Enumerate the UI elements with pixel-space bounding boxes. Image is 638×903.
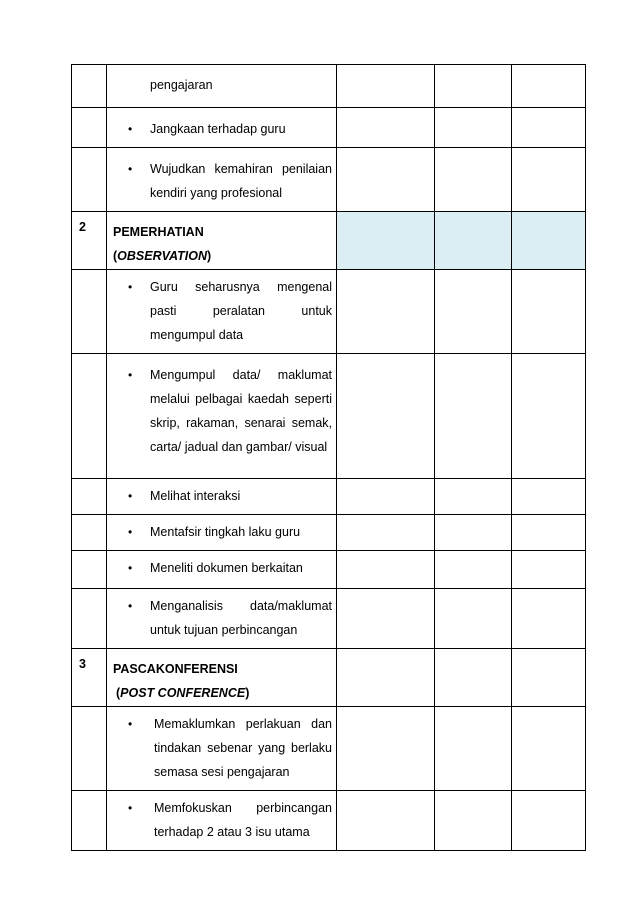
item-text: Guru seharusnya mengenal pasti peralatan untuk mengumpul data — [150, 280, 332, 342]
table-row — [72, 65, 586, 108]
checklist-table — [71, 64, 586, 851]
item-text: Jangkaan terhadap guru — [150, 122, 286, 136]
blank-cell — [512, 270, 586, 354]
highlighted-cell — [337, 212, 435, 270]
section-heading — [107, 649, 336, 705]
blank-cell — [512, 791, 586, 851]
blank-cell — [512, 65, 586, 108]
bullet-icon: • — [128, 801, 133, 815]
bullet-icon: • — [128, 368, 133, 382]
list-item — [128, 275, 332, 347]
blank-cell — [435, 707, 512, 791]
blank-cell — [512, 354, 586, 479]
list-item — [128, 556, 332, 580]
item-cell — [107, 354, 337, 479]
list-item — [128, 520, 332, 544]
table-row — [72, 479, 586, 515]
item-text: Melihat interaksi — [150, 489, 241, 503]
section-number: 3 — [79, 657, 86, 671]
bullet-icon: • — [128, 599, 133, 613]
blank-cell — [337, 791, 435, 851]
section-number: 2 — [79, 220, 86, 234]
bullet-icon: • — [128, 162, 133, 176]
number-cell — [72, 791, 107, 851]
item-cell — [107, 589, 337, 649]
list-item — [128, 73, 332, 97]
blank-cell — [337, 148, 435, 212]
number-cell — [72, 649, 107, 707]
section-title-cell — [107, 212, 337, 270]
blank-cell — [512, 649, 586, 707]
blank-cell — [512, 108, 586, 148]
section-title: PEMERHATIAN — [113, 225, 204, 239]
blank-cell — [337, 354, 435, 479]
list-item — [128, 157, 332, 205]
item-cell — [107, 108, 337, 148]
blank-cell — [435, 649, 512, 707]
item-text: Menganalisis data/maklumat untuk tujuan perbincangan — [150, 599, 332, 637]
blank-cell — [435, 791, 512, 851]
blank-cell — [337, 551, 435, 589]
list-item — [128, 594, 332, 642]
table-row — [72, 551, 586, 589]
highlighted-cell — [435, 212, 512, 270]
section-heading — [107, 212, 336, 268]
number-cell — [72, 707, 107, 791]
blank-cell — [435, 108, 512, 148]
blank-cell — [337, 649, 435, 707]
table-row — [72, 791, 586, 851]
item-cell — [107, 479, 337, 515]
item-cell — [107, 270, 337, 354]
blank-cell — [512, 589, 586, 649]
blank-cell — [435, 65, 512, 108]
highlighted-cell — [512, 212, 586, 270]
blank-cell — [435, 270, 512, 354]
bullet-icon: • — [128, 717, 133, 731]
blank-cell — [435, 148, 512, 212]
paren-close: ) — [207, 249, 212, 263]
number-cell — [72, 551, 107, 589]
item-text: Meneliti dokumen berkaitan — [150, 561, 303, 575]
list-item — [128, 712, 332, 784]
item-cell — [107, 65, 337, 108]
blank-cell — [337, 65, 435, 108]
blank-cell — [435, 589, 512, 649]
list-item — [128, 796, 332, 844]
number-cell — [72, 589, 107, 649]
item-text: Mengumpul data/ maklumat melalui pelbagai kaedah seperti skrip, rakaman, senarai semak, carta/ jadual dan gambar/ visual — [150, 368, 332, 454]
item-cell — [107, 791, 337, 851]
section-title-cell — [107, 649, 337, 707]
item-text: Memfokuskan perbincangan terhadap 2 atau 3 isu utama — [154, 801, 332, 839]
blank-cell — [337, 589, 435, 649]
blank-cell — [337, 270, 435, 354]
bullet-icon: • — [128, 280, 133, 294]
section-subtitle: POST CONFERENCE — [120, 686, 246, 700]
table-row — [72, 589, 586, 649]
table-row — [72, 354, 586, 479]
bullet-icon: • — [128, 489, 133, 503]
paren-open: ( — [116, 686, 121, 700]
blank-cell — [337, 707, 435, 791]
table-row — [72, 108, 586, 148]
paren-open: ( — [113, 249, 118, 263]
blank-cell — [512, 515, 586, 551]
table-row — [72, 515, 586, 551]
list-item — [128, 363, 332, 459]
table-row — [72, 148, 586, 212]
number-cell — [72, 479, 107, 515]
section-subtitle: OBSERVATION — [117, 249, 207, 263]
section-subtitle-line — [113, 244, 336, 268]
blank-cell — [337, 515, 435, 551]
item-text: Memaklumkan perlakuan dan tindakan sebenar yang berlaku semasa sesi pengajaran — [154, 717, 332, 779]
blank-cell — [435, 479, 512, 515]
table-row — [72, 270, 586, 354]
bullet-icon: • — [128, 525, 133, 539]
section-subtitle-line — [113, 681, 336, 705]
item-cell — [107, 148, 337, 212]
blank-cell — [512, 479, 586, 515]
item-cell — [107, 551, 337, 589]
number-cell — [72, 212, 107, 270]
blank-cell — [512, 551, 586, 589]
section-row — [72, 649, 586, 707]
blank-cell — [435, 515, 512, 551]
item-text: Mentafsir tingkah laku guru — [150, 525, 301, 539]
section-row — [72, 212, 586, 270]
number-cell — [72, 108, 107, 148]
blank-cell — [512, 148, 586, 212]
bullet-icon: • — [128, 561, 133, 575]
blank-cell — [435, 354, 512, 479]
number-cell — [72, 148, 107, 212]
item-cell — [107, 707, 337, 791]
blank-cell — [435, 551, 512, 589]
item-text: pengajaran — [150, 78, 213, 92]
number-cell — [72, 515, 107, 551]
number-cell — [72, 65, 107, 108]
blank-cell — [337, 108, 435, 148]
list-item — [128, 484, 332, 508]
blank-cell — [512, 707, 586, 791]
blank-cell — [337, 479, 435, 515]
bullet-icon: • — [128, 122, 133, 136]
number-cell — [72, 270, 107, 354]
list-item — [128, 117, 332, 141]
item-cell — [107, 515, 337, 551]
paren-close: ) — [245, 686, 250, 700]
table-row — [72, 707, 586, 791]
section-title: PASCAKONFERENSI — [113, 662, 238, 676]
item-text: Wujudkan kemahiran penilaian kendiri yang profesional — [150, 162, 332, 200]
number-cell — [72, 354, 107, 479]
